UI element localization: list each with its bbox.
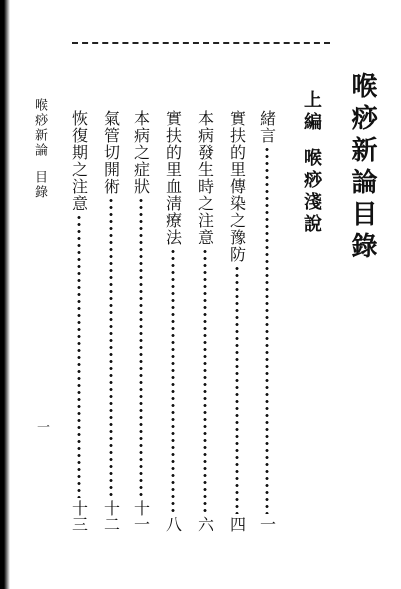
running-header-book: 喉痧新論 [32, 98, 47, 158]
toc-entry-label: 實扶的里傳染之豫防 [227, 110, 247, 263]
part-heading [298, 90, 324, 236]
part-title: 喉痧淺說 [301, 148, 322, 236]
dot-leader [171, 248, 175, 514]
dot-leader [77, 214, 81, 498]
toc-entry [162, 110, 184, 532]
toc-entry-label: 氣管切開術 [101, 110, 121, 195]
toc-entry-label: 本病之症狀 [131, 110, 151, 195]
toc-entry-page: 八 [163, 516, 183, 532]
book-title: 喉痧新論目錄 [347, 72, 377, 264]
dot-leader [203, 248, 207, 514]
toc-entry-page: 十一 [131, 500, 151, 532]
toc-entry-page: 六 [195, 516, 215, 532]
dot-leader [139, 197, 143, 498]
toc-entry [256, 110, 278, 532]
dot-leader [235, 265, 239, 514]
top-dashed-rule [72, 42, 330, 44]
toc-entry [100, 110, 122, 532]
page-edge [0, 0, 10, 589]
toc-entry [68, 110, 90, 532]
dot-leader [265, 146, 269, 514]
toc-entry [226, 110, 248, 532]
toc-entry [194, 110, 216, 532]
toc-entry-label: 本病發生時之注意 [195, 110, 215, 246]
toc-entry-page: 十二 [101, 500, 121, 532]
toc-entry-label: 實扶的里血淸療法 [163, 110, 183, 246]
toc-entry [130, 110, 152, 532]
part-label: 上編 [301, 90, 322, 134]
toc-entry-page: 四 [227, 516, 247, 532]
toc-entry-label: 恢復期之注意 [69, 110, 89, 212]
toc-entry-page: 十三 [69, 500, 89, 532]
page-number: 一 [34, 420, 49, 433]
toc-entry-page: 一 [257, 516, 277, 532]
running-header-section: 目錄 [32, 170, 47, 200]
dot-leader [109, 197, 113, 498]
running-header [30, 98, 49, 200]
toc-entry-label: 緒言 [257, 110, 277, 144]
